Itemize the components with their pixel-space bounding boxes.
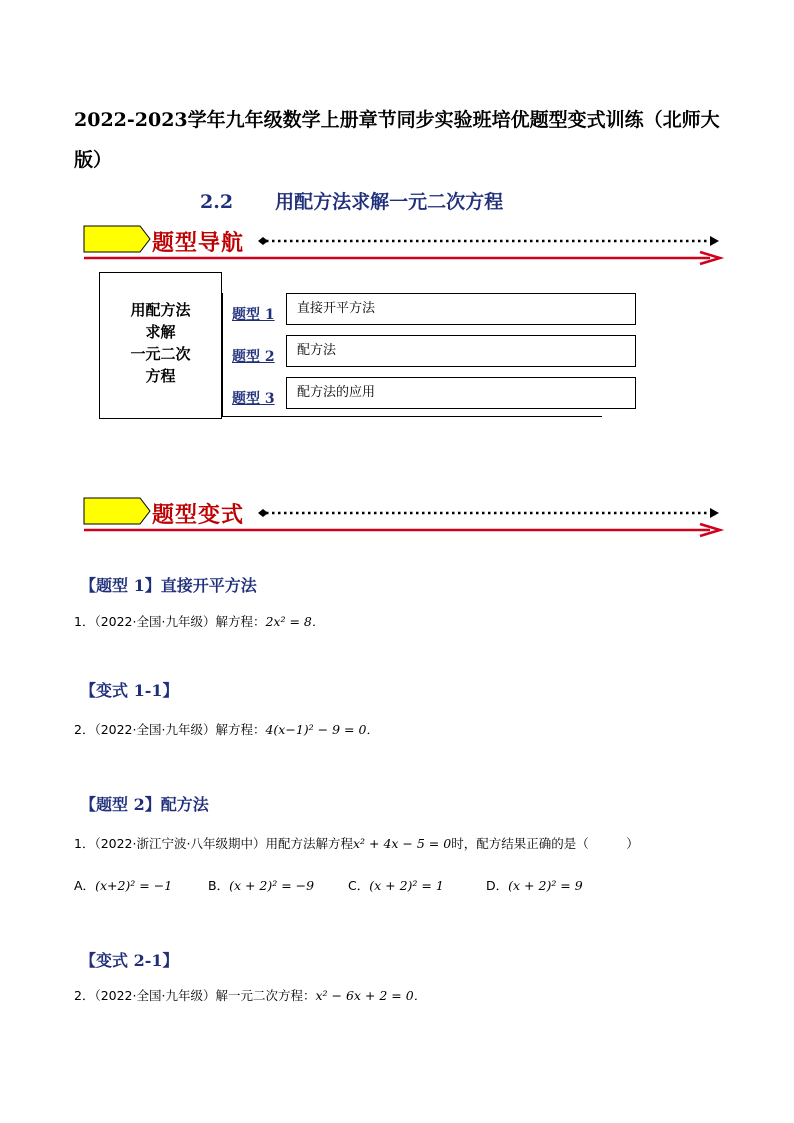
nav-item-label[interactable]: 题型 1 [232,307,275,323]
question-3 [74,834,639,852]
question-3-suffix: 时，配方结果正确的是（ ） [451,836,639,851]
option-a[interactable] [74,876,172,894]
option-math: (x+2)² = −1 [95,878,173,893]
option-math: (x + 2)² = 1 [369,878,444,893]
section-name: 用配方法求解一元二次方程 [275,191,504,213]
nav-item-label[interactable]: 题型 2 [232,349,275,365]
section-title [200,187,503,214]
question-1 [74,612,324,630]
question-4 [74,986,426,1004]
variant-2-1-heading: 【变式 2-1】 [80,951,179,970]
variants-banner [82,494,732,544]
banner-label: 题型变式 [152,502,245,528]
type2-heading: 【题型 2】配方法 [80,795,209,814]
option-math: (x + 2)² = −9 [229,878,315,893]
option-d[interactable] [486,876,583,894]
variant-1-1-heading: 【变式 1-1】 [80,681,179,700]
nav-item-box: 直接开平方法 [286,293,636,325]
type1-heading: 【题型 1】直接开平方法 [80,576,257,595]
banner-label: 题型导航 [152,230,245,256]
nav-item-label[interactable]: 题型 3 [232,391,275,407]
nav-item-box: 配方法 [286,335,636,367]
dotted-arrow-head [710,236,719,246]
nav-root-line: 求解 [145,323,176,341]
nav-bracket-bottom [222,416,602,417]
question-3-text: 1．（2022·浙江宁波·八年级期中）用配方法解方程 [74,836,353,851]
option-letter: B． [208,878,230,893]
diamond-marker [258,237,268,245]
option-letter: D． [486,878,509,893]
question-4-text: 2．（2022·全国·九年级）解一元二次方程： [74,988,316,1003]
question-1-text: 1．（2022·全国·九年级）解方程： [74,614,266,629]
nav-root-line: 一元二次 [130,345,191,363]
nav-root-line: 方程 [145,367,176,385]
option-math: (x + 2)² = 9 [508,878,583,893]
diamond-marker [258,509,268,517]
nav-root-box [99,272,222,419]
nav-item-box: 配方法的应用 [286,377,636,409]
option-letter: A． [74,878,96,893]
question-2-math: 4(x−1)² − 9 = 0． [265,722,379,737]
yellow-tag-shape [84,226,150,252]
yellow-tag-shape [84,498,150,524]
document-title: 2022-2023学年九年级数学上册章节同步实验班培优题型变式训练（北师大版） [74,109,720,171]
question-2 [74,720,379,738]
question-2-text: 2．（2022·全国·九年级）解方程： [74,722,266,737]
nav-bracket [222,293,231,417]
section-number: 2.2 [200,191,234,213]
question-3-math: x² + 4x − 5 = 0 [352,836,452,851]
nav-banner [82,222,732,272]
question-4-math: x² − 6x + 2 = 0． [315,988,427,1003]
question-1-math: 2x² = 8． [265,614,325,629]
dotted-arrow-head [710,508,719,518]
option-c[interactable] [348,876,444,894]
option-letter: C． [348,878,370,893]
option-b[interactable] [208,876,314,894]
nav-root-line: 用配方法 [130,301,191,319]
